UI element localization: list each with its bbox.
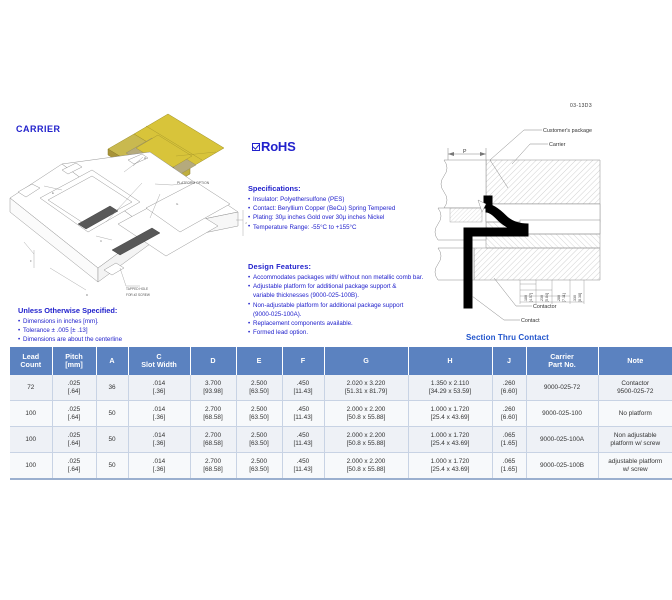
table-row <box>10 427 672 453</box>
cell-j-3: .065 [1.65] <box>492 453 526 480</box>
specifications-block <box>248 184 395 232</box>
cell-note-3: adjustable platform w/ screw <box>598 453 672 480</box>
cell-e-2: 2.500 [63.50] <box>236 427 282 453</box>
cell-c-1: .014 [.36] <box>128 401 190 427</box>
tapped-hole-label-line2: FOR #2 SCREW <box>126 293 150 297</box>
section-thru-contact-drawing <box>424 108 600 334</box>
table-header-g: G <box>324 347 408 375</box>
rohs-mark <box>252 139 296 154</box>
design-features-block <box>248 262 423 337</box>
design-features-list <box>248 273 423 337</box>
cell-part_no-0: 9000-025-72 <box>526 375 598 401</box>
cell-f-2: .450 [11.43] <box>282 427 324 453</box>
dim-text-j: J <box>245 221 247 225</box>
cell-pitch-3: .025 [.64] <box>52 453 96 480</box>
table-header-d: D <box>190 347 236 375</box>
cell-pitch-0: .025 [.64] <box>52 375 96 401</box>
cell-e-0: 2.500 [63.50] <box>236 375 282 401</box>
cell-h-0: 1.350 x 2.110 [34.29 x 53.59] <box>408 375 492 401</box>
table-header-row <box>10 347 672 375</box>
dim-230-inch: .230 <box>540 295 544 302</box>
design-features-heading: Design Features: <box>248 262 312 271</box>
cell-note-1: No platform <box>598 401 672 427</box>
cell-a-2: 50 <box>96 427 128 453</box>
carrier-label-section: Carrier <box>549 142 566 148</box>
table-header-lead_count: Lead Count <box>10 347 52 375</box>
cell-j-1: .260 [6.60] <box>492 401 526 427</box>
table-header-a: A <box>96 347 128 375</box>
specification-item-3: • Temperature Range: -55°C to +155°C <box>248 223 395 232</box>
cell-d-0: 3.700 [93.98] <box>190 375 236 401</box>
dim-230-mm: [5.84] <box>545 293 549 302</box>
unless-item-1: • Tolerance ± .005 [± .13] <box>18 326 122 335</box>
comb-bar-region <box>450 208 482 222</box>
design-feature-item-2: variable thicknesses (9000-025-100B). <box>253 292 359 300</box>
cell-note-2: Non adjustable platform w/ screw <box>598 427 672 453</box>
dimension-table <box>10 347 672 480</box>
unless-item-0: • Dimensions in inches [mm]. <box>18 317 122 326</box>
table-body <box>10 375 672 479</box>
dim-text-c: C <box>100 239 103 243</box>
cell-a-0: 36 <box>96 375 128 401</box>
dim-330-mm: [8.38] <box>578 293 582 302</box>
table-header-note: Note <box>598 347 672 375</box>
cell-d-1: 2.700 [68.58] <box>190 401 236 427</box>
table-row <box>10 375 672 401</box>
table-header-f: F <box>282 347 324 375</box>
dim-text-e: E <box>52 191 55 195</box>
pitch-label: P <box>463 149 467 155</box>
cell-c-3: .014 [.36] <box>128 453 190 480</box>
unless-otherwise-specified-block <box>18 306 122 345</box>
dim-180-mm: [4.57] <box>529 293 533 302</box>
table-row <box>10 401 672 427</box>
table-header-part_no: Carrier Part No. <box>526 347 598 375</box>
dim-330-inch: .330 <box>573 295 577 302</box>
dim-text-g: G <box>176 202 179 206</box>
cell-pitch-1: .025 [.64] <box>52 401 96 427</box>
checked-box-icon <box>252 143 260 151</box>
table-header-c: C Slot Width <box>128 347 190 375</box>
rohs-label: RoHS <box>261 139 296 154</box>
specification-item-1: • Contact: Beryllium Copper (BeCu) Spring Tempered <box>248 204 395 213</box>
cell-h-1: 1.000 x 1.720 [25.4 x 43.69] <box>408 401 492 427</box>
cell-d-2: 2.700 [68.58] <box>190 427 236 453</box>
cell-d-3: 2.700 [68.58] <box>190 453 236 480</box>
document-code: 03-13D3 <box>570 103 592 109</box>
cell-j-0: .260 [6.60] <box>492 375 526 401</box>
cell-f-3: .450 [11.43] <box>282 453 324 480</box>
design-feature-item-5: • Replacement components available. <box>248 319 423 328</box>
specification-item-0: • Insulator: Polyethersulfone (PES) <box>248 195 395 204</box>
cell-part_no-3: 9000-025-100B <box>526 453 598 480</box>
cell-e-1: 2.500 [63.50] <box>236 401 282 427</box>
table-header-h: H <box>408 347 492 375</box>
table-header-e: E <box>236 347 282 375</box>
dimension-table-wrapper <box>10 347 663 480</box>
carrier-title: CARRIER <box>16 124 61 134</box>
table-header-pitch: Pitch [mm] <box>52 347 96 375</box>
cell-part_no-2: 9000-025-100A <box>526 427 598 453</box>
unless-item-2: • Dimensions are about the centerline <box>18 335 122 344</box>
cell-h-3: 1.000 x 1.720 [25.4 x 43.69] <box>408 453 492 480</box>
carrier-isometric-drawing <box>0 150 250 310</box>
dim-180-inch: .180 <box>524 295 528 302</box>
cell-j-2: .065 [1.65] <box>492 427 526 453</box>
cell-f-0: .450 [11.43] <box>282 375 324 401</box>
customer-package-label: Customer's package <box>543 128 592 134</box>
cell-a-3: 50 <box>96 453 128 480</box>
design-feature-item-1: • Adjustable platform for additional package support & <box>248 282 423 291</box>
dim-280-inch: .280 <box>557 295 561 302</box>
cell-h-2: 1.000 x 1.720 [25.4 x 43.69] <box>408 427 492 453</box>
unless-list <box>18 317 122 345</box>
cell-c-2: .014 [.36] <box>128 427 190 453</box>
cell-g-2: 2.000 x 2.200 [50.8 x 55.88] <box>324 427 408 453</box>
cell-pitch-2: .025 [.64] <box>52 427 96 453</box>
cell-e-3: 2.500 [63.50] <box>236 453 282 480</box>
design-feature-item-6: • Formed lead option. <box>248 328 423 337</box>
cell-g-1: 2.000 x 2.200 [50.8 x 55.88] <box>324 401 408 427</box>
cell-lead_count-3: 100 <box>10 453 52 480</box>
design-feature-item-0: • Accommodates packages with/ without non metallic comb bar. <box>248 273 423 282</box>
specifications-heading: Specifications: <box>248 184 301 193</box>
cell-g-0: 2.020 x 3.220 [51.31 x 81.79] <box>324 375 408 401</box>
cell-g-3: 2.000 x 2.200 [50.8 x 55.88] <box>324 453 408 480</box>
dim-text-d: D <box>86 293 89 297</box>
section-thru-contact-caption: Section Thru Contact <box>466 333 549 342</box>
contact-label: Contact <box>521 318 540 324</box>
cell-note-0: Contactor 9500-025-72 <box>598 375 672 401</box>
specification-item-2: • Plating: 30µ inches Gold over 30µ inches Nickel <box>248 213 395 222</box>
unless-heading: Unless Otherwise Specified: <box>18 306 118 315</box>
specifications-list <box>248 195 395 232</box>
dim-letter-a: A <box>144 156 147 160</box>
dim-280-mm: [7.11] <box>562 293 566 302</box>
cell-lead_count-1: 100 <box>10 401 52 427</box>
dim-text-f: F <box>30 259 32 263</box>
cell-a-1: 50 <box>96 401 128 427</box>
cell-f-1: .450 [11.43] <box>282 401 324 427</box>
contactor-label: Contactor <box>533 304 557 310</box>
table-header-j: J <box>492 347 526 375</box>
cell-c-0: .014 [.36] <box>128 375 190 401</box>
design-feature-item-3: • Non-adjustable platform for additional package support <box>248 301 423 310</box>
tapped-hole-label-line1: TAPPED HOLE <box>126 287 149 291</box>
cell-lead_count-0: 72 <box>10 375 52 401</box>
table-row <box>10 453 672 480</box>
platform-option-label: PLATFORM OPTION <box>177 181 210 185</box>
cell-part_no-1: 9000-025-100 <box>526 401 598 427</box>
design-feature-item-4: (9000-025-100A). <box>253 310 302 318</box>
cell-lead_count-2: 100 <box>10 427 52 453</box>
